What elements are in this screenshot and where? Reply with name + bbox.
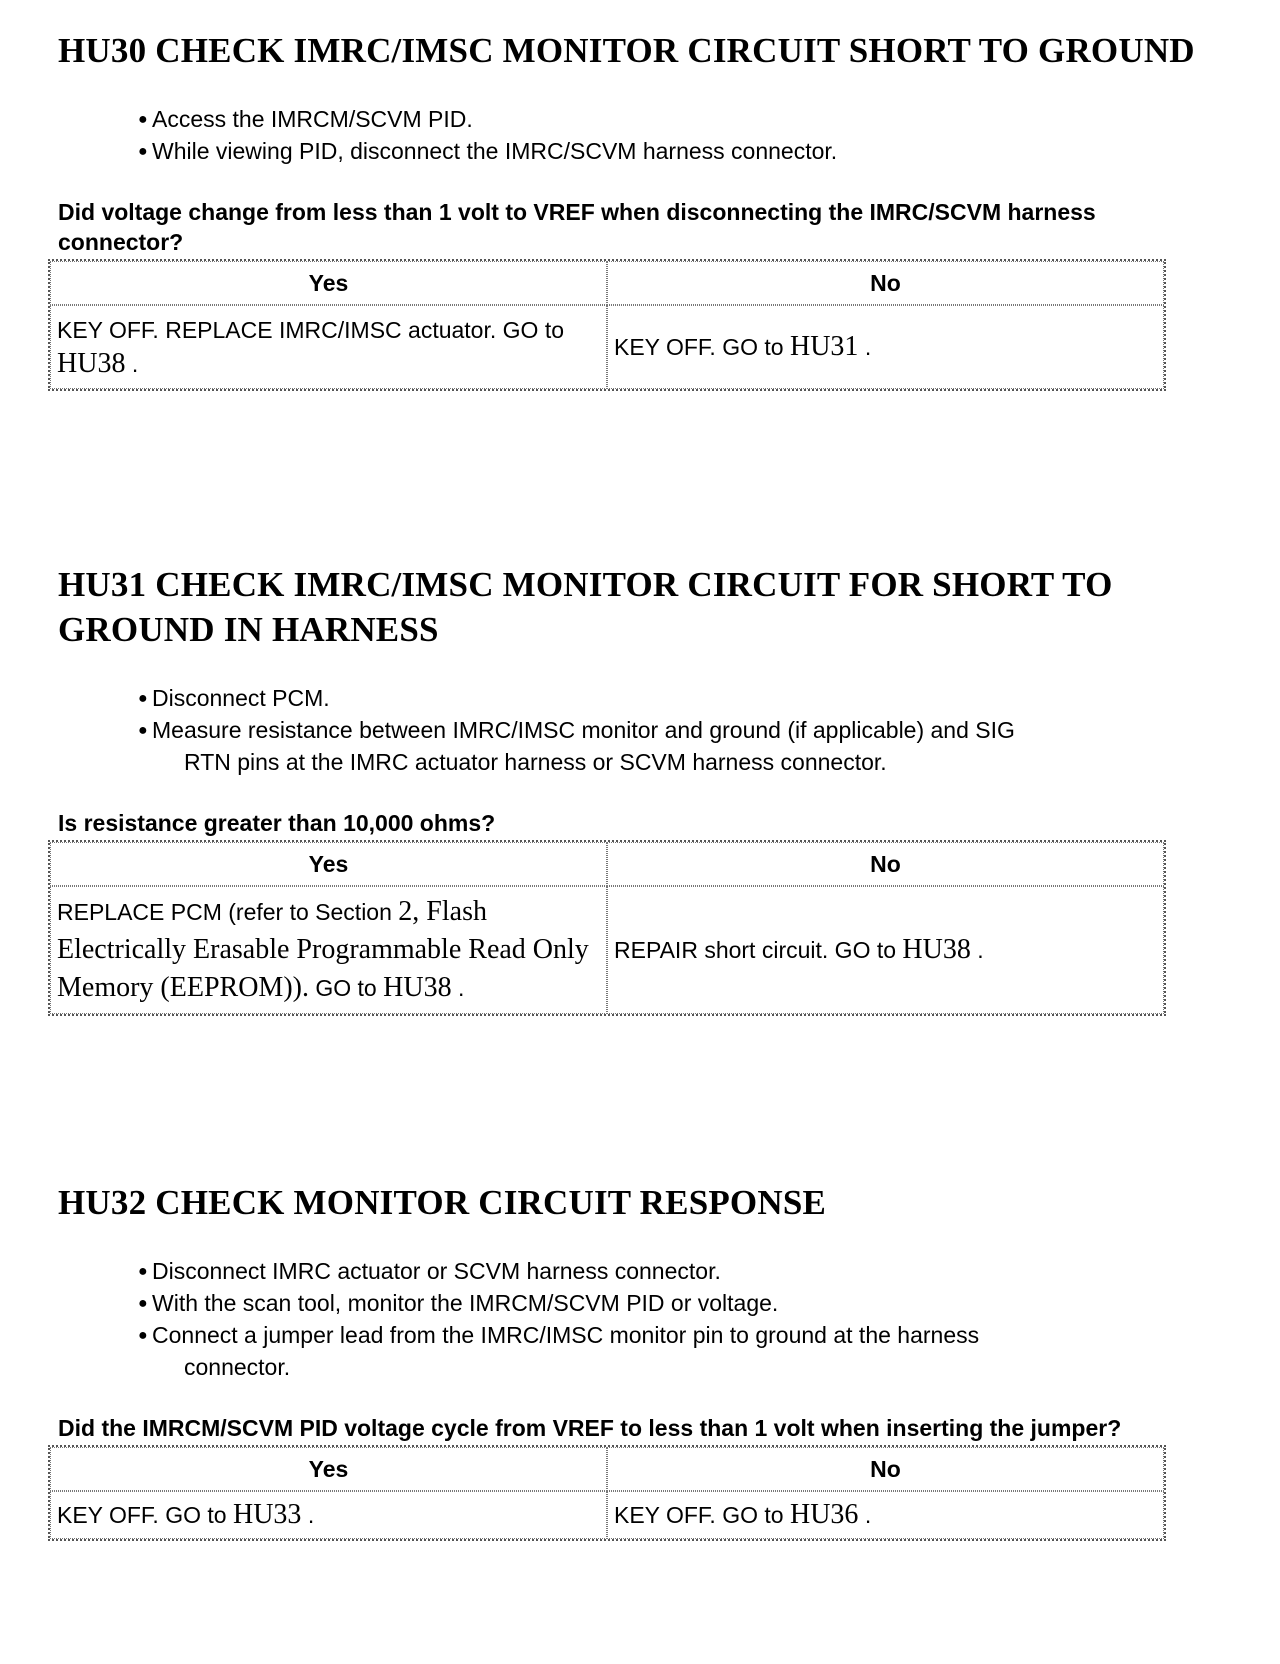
- bullet-icon: ●: [138, 143, 148, 160]
- bullet-icon: ●: [138, 1263, 148, 1280]
- table-row: [50, 1491, 1164, 1539]
- action-item: ● Disconnect IMRC actuator or SCVM harness connector.: [138, 1255, 1238, 1287]
- no-cell: REPAIR short circuit. GO to HU38 .: [607, 886, 1164, 1014]
- step-link-hu38[interactable]: HU38: [383, 972, 452, 1003]
- action-item: ● With the scan tool, monitor the IMRCM/SCVM PID or voltage.: [138, 1287, 1238, 1319]
- action-item: ● While viewing PID, disconnect the IMRC/SCVM harness connector.: [138, 135, 1238, 167]
- answer-table: [48, 259, 1166, 391]
- step-hu32: [48, 1180, 1238, 1541]
- step-link-hu36[interactable]: HU36: [789, 1499, 859, 1530]
- table-header-row: [50, 1447, 1164, 1491]
- bullet-icon: ●: [138, 690, 148, 707]
- question-text: Did the IMRCM/SCVM PID voltage cycle from VREF to less than 1 volt when inserting the jumper?: [58, 1415, 1122, 1441]
- bullet-icon: ●: [138, 1327, 148, 1344]
- no-cell: KEY OFF. GO to HU31 .: [607, 305, 1164, 389]
- no-header: No: [607, 842, 1164, 886]
- step-link-hu38[interactable]: HU38: [902, 934, 971, 965]
- table-row: [50, 886, 1164, 1014]
- yes-header: Yes: [50, 1447, 607, 1491]
- action-list: [48, 1255, 1238, 1383]
- action-item: ● Disconnect PCM.: [138, 682, 1238, 714]
- question-text: Is resistance greater than 10,000 ohms?: [58, 810, 496, 836]
- yes-cell: KEY OFF. GO to HU33 .: [50, 1491, 607, 1539]
- bullet-icon: ●: [138, 722, 148, 739]
- bullet-icon: ●: [138, 1295, 148, 1312]
- yes-header: Yes: [50, 261, 607, 305]
- step-hu31: [48, 562, 1238, 1016]
- step-heading: HU32 CHECK MONITOR CIRCUIT RESPONSE: [58, 1183, 827, 1222]
- table-header-row: [50, 261, 1164, 305]
- table-row: [50, 305, 1164, 389]
- yes-cell: KEY OFF. REPLACE IMRC/IMSC actuator. GO to HU38 .: [50, 305, 607, 389]
- no-cell: KEY OFF. GO to HU36 .: [607, 1491, 1164, 1539]
- step-link-hu31[interactable]: HU31: [789, 331, 859, 362]
- yes-cell: REPLACE PCM (refer to Section 2, Flash Electrically Erasable Programmable Read Only Memory (EEPROM)). GO to HU38 .: [50, 886, 607, 1014]
- action-item: ● Access the IMRCM/SCVM PID.: [138, 103, 1238, 135]
- table-header-row: [50, 842, 1164, 886]
- bullet-icon: ●: [138, 111, 148, 128]
- answer-table: [48, 1445, 1166, 1541]
- step-heading: HU30 CHECK IMRC/IMSC MONITOR CIRCUIT SHORT TO GROUND: [58, 31, 1195, 70]
- no-header: No: [607, 261, 1164, 305]
- no-header: No: [607, 1447, 1164, 1491]
- step-heading: HU31 CHECK IMRC/IMSC MONITOR CIRCUIT FOR SHORT TO GROUND IN HARNESS: [58, 565, 1113, 649]
- action-list: [48, 682, 1238, 778]
- step-link-hu33[interactable]: HU33: [232, 1499, 302, 1530]
- step-link-hu38[interactable]: HU38: [57, 348, 126, 379]
- yes-header: Yes: [50, 842, 607, 886]
- answer-table: [48, 840, 1166, 1016]
- action-item: ● Measure resistance between IMRC/IMSC monitor and ground (if applicable) and SIG RTN pins at the IMRC actuator harness or SCVM harness connector.: [138, 714, 1238, 778]
- action-item: ● Connect a jumper lead from the IMRC/IMSC monitor pin to ground at the harness connector.: [138, 1319, 1238, 1383]
- question-text: Did voltage change from less than 1 volt to VREF when disconnecting the IMRC/SCVM harness connector?: [58, 199, 1096, 255]
- step-hu30: [48, 28, 1238, 391]
- action-list: [48, 103, 1238, 167]
